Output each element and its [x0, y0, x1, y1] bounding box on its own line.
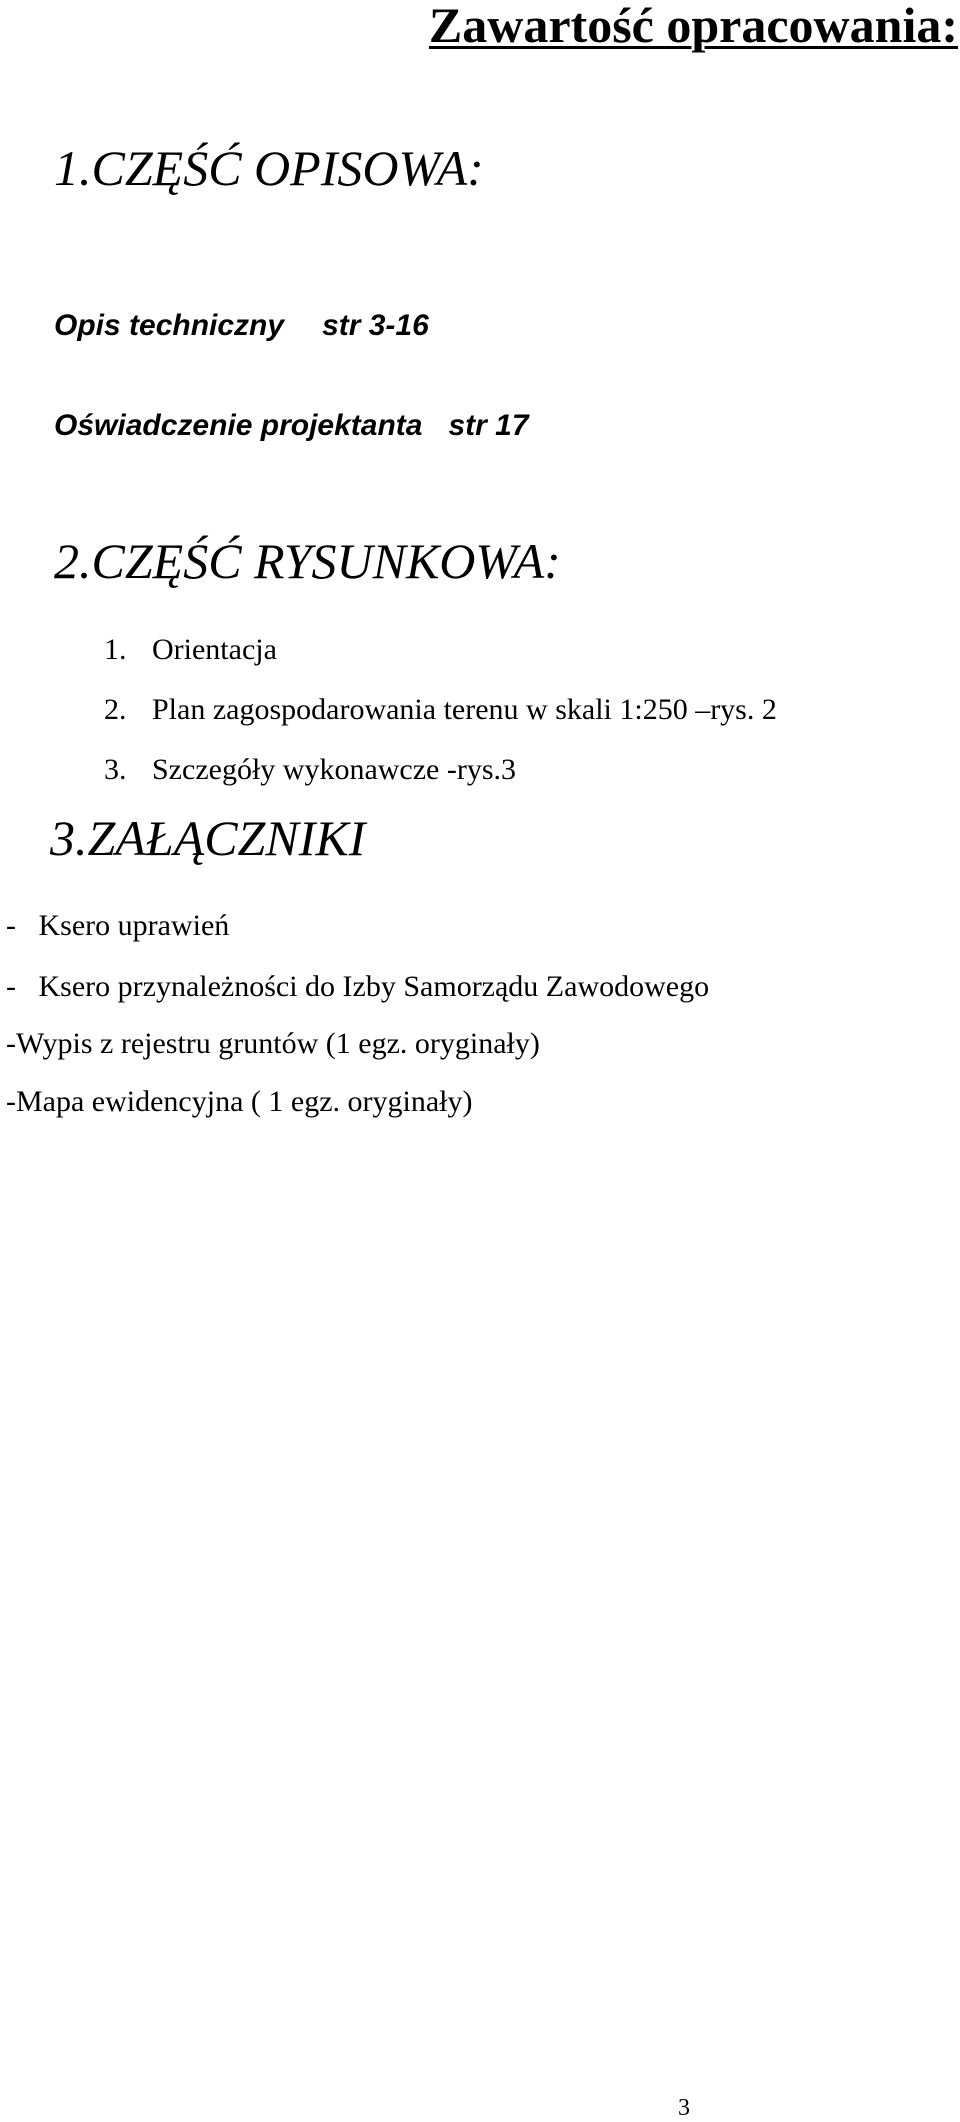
document-title: Zawartość opracowania:: [428, 0, 958, 53]
attachment-item: -Wypis z rejestru gruntów (1 egz. oryginały): [6, 1027, 540, 1060]
list-number: 3.: [104, 753, 127, 786]
drawing-list-item: [104, 692, 777, 728]
toc-item-label: Opis techniczny: [54, 309, 285, 342]
section-heading-opisowa: 1.CZĘŚĆ OPISOWA:: [54, 140, 484, 196]
list-number: 2.: [104, 693, 127, 726]
page-number: 3: [678, 2095, 690, 2121]
attachment-item: -Mapa ewidencyjna ( 1 egz. oryginały): [6, 1085, 473, 1118]
list-number: 1.: [104, 633, 127, 666]
drawing-list-item: [104, 632, 277, 668]
toc-item-opis-techniczny: [54, 308, 429, 344]
attachment-item: - Ksero przynależności do Izby Samorządu Zawodowego: [6, 970, 710, 1003]
toc-item-page: str 17: [448, 409, 529, 442]
toc-item-oswiadczenie: [54, 408, 529, 444]
section-heading-rysunkowa: 2.CZĘŚĆ RYSUNKOWA:: [54, 533, 561, 589]
toc-item-page: str 3-16: [322, 309, 429, 342]
drawing-list-item: [104, 752, 516, 788]
section-heading-zalaczniki: 3.ZAŁĄCZNIKI: [50, 810, 366, 866]
attachment-item: - Ksero uprawień: [6, 909, 230, 942]
list-text: Orientacja: [152, 633, 277, 666]
list-text: Plan zagospodarowania terenu w skali 1:250 –rys. 2: [152, 693, 777, 726]
list-text: Szczegóły wykonawcze -rys.3: [152, 753, 517, 786]
toc-item-label: Oświadczenie projektanta: [54, 409, 423, 442]
